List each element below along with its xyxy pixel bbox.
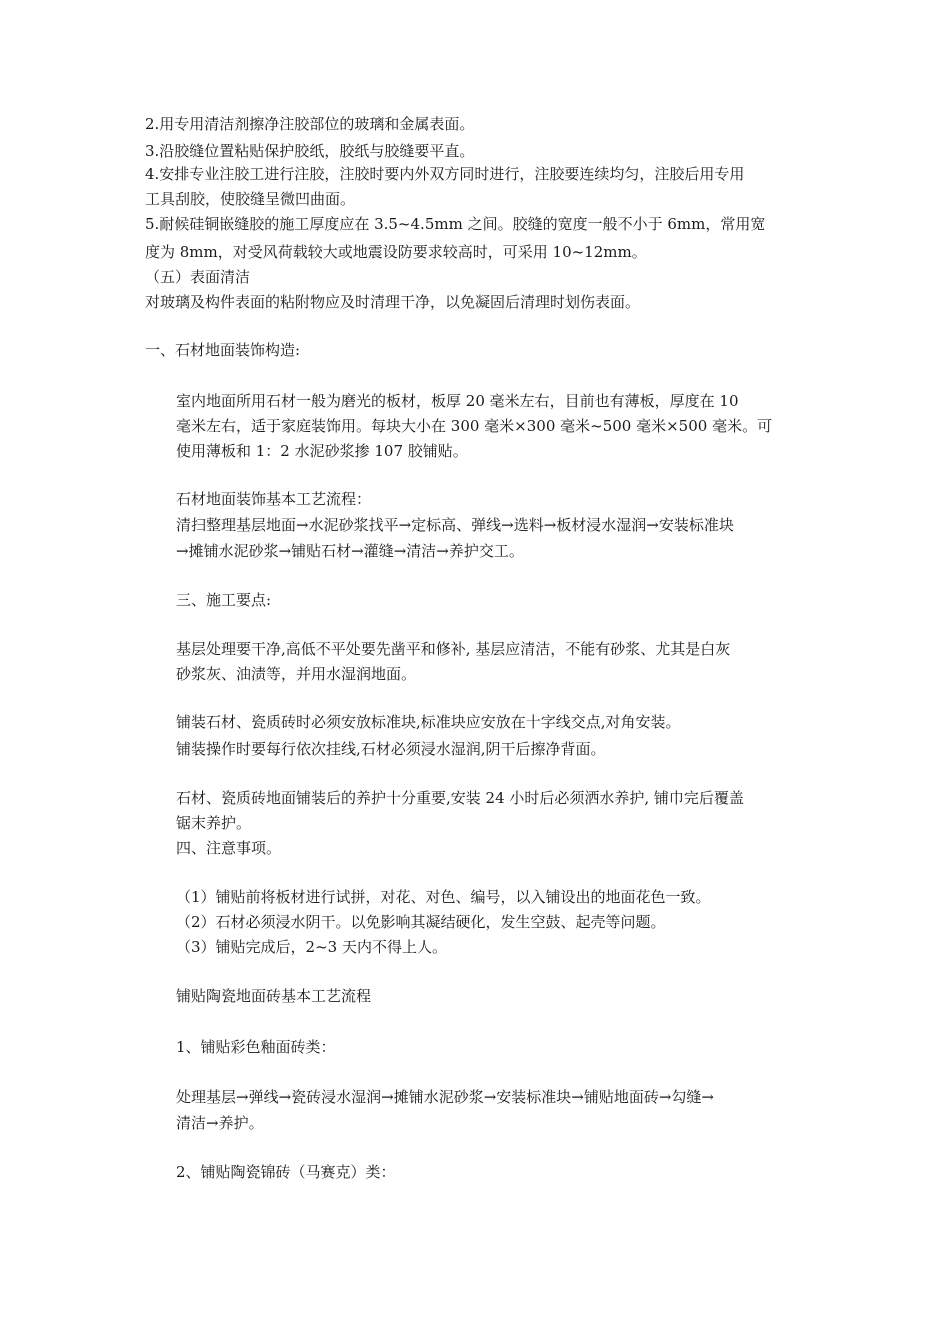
- section-heading: 铺贴陶瓷地面砖基本工艺流程: [176, 987, 372, 1005]
- paragraph-line: 清洁→养护。: [176, 1114, 264, 1132]
- paragraph-line: 5.耐候硅铜嵌缝胶的施工厚度应在 3.5~4.5mm 之间。胶缝的宽度一般不小于 6mm，常用宽: [145, 215, 766, 233]
- section-heading: （五）表面清洁: [145, 268, 251, 286]
- paragraph-line: →摊铺水泥砂浆→铺贴石材→灌缝→清洁→养护交工。: [176, 542, 524, 560]
- paragraph-line: 工具刮胶，使胶缝呈微凹曲面。: [145, 190, 356, 208]
- section-heading: 1、铺贴彩色釉面砖类：: [176, 1038, 336, 1056]
- paragraph-line: 毫米左右，适于家庭装饰用。每块大小在 300 毫米×300 毫米~500 毫米×500 毫米。可: [176, 417, 773, 435]
- paragraph-line: 处理基层→弹线→瓷砖浸水湿润→摊铺水泥砂浆→安装标准块→铺贴地面砖→勾缝→: [176, 1088, 714, 1106]
- list-item: （2）石材必须浸水阴干。以免影响其凝结硬化，发生空鼓、起壳等问题。: [176, 913, 666, 931]
- section-heading: 三、施工要点:: [176, 591, 272, 609]
- list-item: （3）铺贴完成后，2~3 天内不得上人。: [176, 938, 447, 956]
- section-heading: 一、石材地面装饰构造:: [145, 341, 301, 359]
- paragraph-line: 铺装石材、瓷质砖时必须安放标准块,标准块应安放在十字线交点,对角安装。: [176, 713, 681, 731]
- paragraph-line: 铺装操作时要每行依次挂线,石材必须浸水湿润,阴干后擦净背面。: [176, 740, 606, 758]
- section-heading: 2、铺贴陶瓷锦砖（马赛克）类：: [176, 1163, 396, 1181]
- paragraph-line: 3.沿胶缝位置粘贴保护胶纸，胶纸与胶缝要平直。: [145, 142, 475, 160]
- paragraph-line: 室内地面所用石材一般为磨光的板材，板厚 20 毫米左右，目前也有薄板，厚度在 10: [176, 392, 739, 410]
- section-heading: 四、注意事项。: [176, 839, 282, 857]
- list-item: （1）铺贴前将板材进行试拼，对花、对色、编号，以入铺设出的地面花色一致。: [176, 888, 711, 906]
- paragraph-line: 2.用专用清洁剂擦净注胶部位的玻璃和金属表面。: [145, 115, 475, 133]
- paragraph-line: 4.安排专业注胶工进行注胶，注胶时要内外双方同时进行，注胶要连续均匀，注胶后用专用: [145, 165, 745, 183]
- paragraph-line: 清扫整理基层地面→水泥砂浆找平→定标高、弹线→选料→板材浸水湿润→安装标准块: [176, 516, 734, 534]
- section-heading: 石材地面装饰基本工艺流程：: [176, 490, 372, 508]
- paragraph-line: 对玻璃及构件表面的粘附物应及时清理干净，以免凝固后清理时划伤表面。: [145, 293, 641, 311]
- paragraph-line: 使用薄板和 1：2 水泥砂浆掺 107 胶铺贴。: [176, 442, 468, 460]
- paragraph-line: 度为 8mm，对受风荷载较大或地震设防要求较高时，可采用 10~12mm。: [145, 243, 647, 261]
- paragraph-line: 锯末养护。: [176, 814, 252, 832]
- paragraph-line: 石材、瓷质砖地面铺装后的养护十分重要,安装 24 小时后必须洒水养护, 铺巾完后覆盖: [176, 789, 744, 807]
- paragraph-line: 基层处理要干净,高低不平处要先凿平和修补, 基层应清洁，不能有砂浆、尤其是白灰: [176, 640, 731, 658]
- paragraph-line: 砂浆灰、油渍等，并用水湿润地面。: [176, 665, 417, 683]
